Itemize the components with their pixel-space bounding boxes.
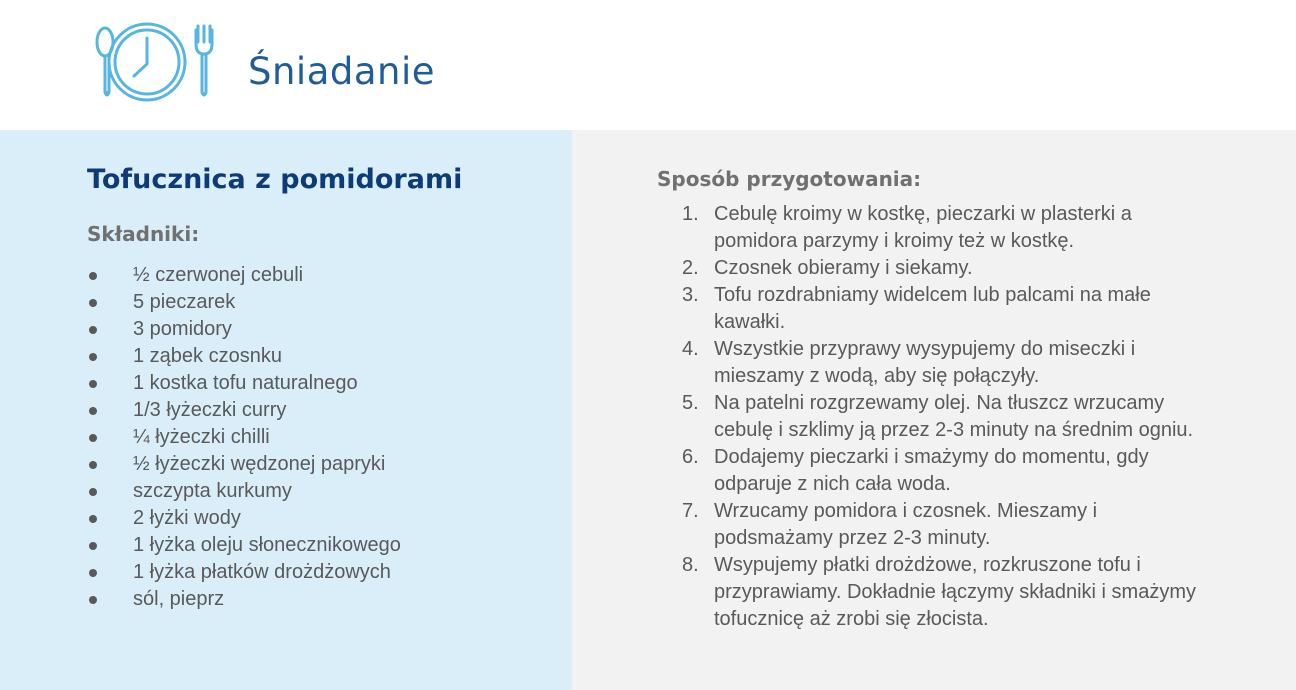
step-number: 8. bbox=[682, 554, 699, 576]
bullet-icon bbox=[89, 461, 97, 469]
ingredient-text: 5 pieczarek bbox=[133, 291, 236, 313]
ingredients-heading: Składniki: bbox=[87, 222, 200, 246]
step-item bbox=[682, 498, 1202, 552]
preparation-panel bbox=[572, 130, 1296, 690]
step-text: Wrzucamy pomidora i czosnek. Mieszamy i podsmażamy przez 2-3 minuty. bbox=[714, 500, 1098, 549]
step-item bbox=[682, 336, 1202, 390]
ingredient-text: szczypta kurkumy bbox=[133, 480, 292, 502]
ingredients-list bbox=[87, 262, 401, 613]
ingredient-item bbox=[87, 559, 401, 586]
ingredient-item bbox=[87, 532, 401, 559]
step-text: Cebulę kroimy w kostkę, pieczarki w plasterki a pomidora parzymy i kroimy też w kostkę. bbox=[714, 203, 1132, 252]
ingredient-item bbox=[87, 370, 401, 397]
bullet-icon bbox=[89, 272, 97, 280]
ingredient-text: 1 łyżka płatków drożdżowych bbox=[133, 561, 391, 583]
ingredient-text: 2 łyżki wody bbox=[133, 507, 241, 529]
step-text: Na patelni rozgrzewamy olej. Na tłuszcz wrzucamy cebulę i szklimy ją przez 2-3 minuty na średnim ogniu. bbox=[714, 392, 1194, 441]
ingredient-item bbox=[87, 289, 401, 316]
ingredient-item bbox=[87, 505, 401, 532]
ingredient-item bbox=[87, 478, 401, 505]
ingredient-item bbox=[87, 262, 401, 289]
step-number: 6. bbox=[682, 446, 699, 468]
bullet-icon bbox=[89, 380, 97, 388]
bullet-icon bbox=[89, 407, 97, 415]
ingredient-text: 1 łyżka oleju słonecznikowego bbox=[133, 534, 401, 556]
step-item bbox=[682, 552, 1202, 633]
step-text: Czosnek obieramy i siekamy. bbox=[714, 257, 973, 279]
step-text: Tofu rozdrabniamy widelcem lub palcami na małe kawałki. bbox=[714, 284, 1151, 333]
step-number: 2. bbox=[682, 257, 699, 279]
bullet-icon bbox=[89, 326, 97, 334]
preparation-steps bbox=[682, 201, 1202, 633]
ingredient-text: 3 pomidory bbox=[133, 318, 232, 340]
bullet-icon bbox=[89, 542, 97, 550]
step-number: 4. bbox=[682, 338, 699, 360]
ingredient-text: 1/3 łyżeczki curry bbox=[133, 399, 287, 421]
ingredient-item bbox=[87, 343, 401, 370]
ingredient-item bbox=[87, 397, 401, 424]
step-number: 3. bbox=[682, 284, 699, 306]
ingredient-item bbox=[87, 316, 401, 343]
ingredient-item bbox=[87, 586, 401, 613]
step-item bbox=[682, 201, 1202, 255]
ingredient-text: ½ czerwonej cebuli bbox=[133, 264, 304, 286]
bullet-icon bbox=[89, 434, 97, 442]
step-item bbox=[682, 255, 1202, 282]
ingredient-item bbox=[87, 451, 401, 478]
step-number: 1. bbox=[682, 203, 699, 225]
ingredient-text: ½ łyżeczki wędzonej papryki bbox=[133, 453, 386, 475]
plate-clock-cutlery-icon bbox=[92, 20, 217, 102]
step-item bbox=[682, 390, 1202, 444]
step-text: Dodajemy pieczarki i smażymy do momentu, gdy odparuje z nich cała woda. bbox=[714, 446, 1149, 495]
ingredient-text: 1 kostka tofu naturalnego bbox=[133, 372, 358, 394]
step-number: 5. bbox=[682, 392, 699, 414]
ingredient-text: 1 ząbek czosnku bbox=[133, 345, 282, 367]
bullet-icon bbox=[89, 569, 97, 577]
bullet-icon bbox=[89, 353, 97, 361]
step-text: Wszystkie przyprawy wysypujemy do miseczki i mieszamy z wodą, aby się połączyły. bbox=[714, 338, 1136, 387]
bullet-icon bbox=[89, 515, 97, 523]
step-number: 7. bbox=[682, 500, 699, 522]
recipe-title: Tofucznica z pomidorami bbox=[87, 164, 463, 195]
bullet-icon bbox=[89, 299, 97, 307]
header bbox=[0, 0, 1296, 130]
preparation-heading: Sposób przygotowania: bbox=[657, 167, 922, 191]
meal-title: Śniadanie bbox=[248, 50, 436, 93]
ingredient-item bbox=[87, 424, 401, 451]
ingredient-text: ¼ łyżeczki chilli bbox=[133, 426, 270, 448]
bullet-icon bbox=[89, 488, 97, 496]
ingredients-panel bbox=[0, 130, 572, 690]
ingredient-text: sól, pieprz bbox=[133, 588, 225, 610]
bullet-icon bbox=[89, 596, 97, 604]
step-item bbox=[682, 282, 1202, 336]
step-text: Wsypujemy płatki drożdżowe, rozkruszone tofu i przyprawiamy. Dokładnie łączymy składniki i smażymy tofucznicę aż zrobi się złocista. bbox=[714, 554, 1196, 630]
step-item bbox=[682, 444, 1202, 498]
